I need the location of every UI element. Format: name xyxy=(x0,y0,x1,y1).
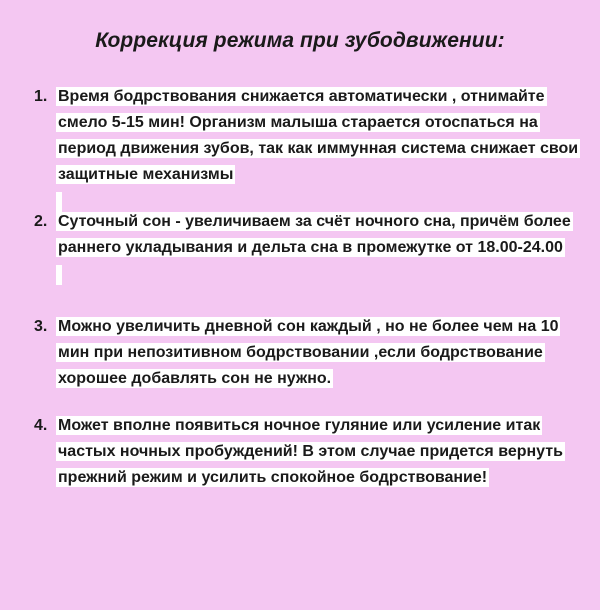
page-title: Коррекция режима при зубодвижении: xyxy=(95,29,505,52)
list-item-text-highlight: Время бодрствования снижается автоматически , отнимайте смело 5-15 мин! Организм малыша старается отоспаться на период движения зубов, так как иммунная система снижает свои защитные механизмы xyxy=(58,88,579,183)
list-item xyxy=(34,314,594,392)
list-item-text-highlight: Суточный сон - увеличиваем за счёт ночного сна, причём более раннего укладывания и дельта сна в промежутке от 18.00-24.00 xyxy=(58,213,571,256)
list-item-text-highlight: Можно увеличить дневной сон каждый , но не более чем на 10 мин при непозитивном бодрствовании ,если бодрствование хорошее добавлять сон не нужно. xyxy=(58,318,559,387)
list-item-text-highlight: Может вполне появиться ночное гуляние или усиление итак частых ночных пробуждений! В этом случае придется вернуть прежний режим и усилить спокойное бодрствование! xyxy=(58,417,563,486)
empty-highlighted-line xyxy=(56,265,62,285)
list-item-number: 2. xyxy=(34,213,48,230)
list-item-number: 3. xyxy=(34,318,48,335)
list-item-number: 1. xyxy=(34,88,48,105)
list-item-text xyxy=(56,209,594,261)
list-item xyxy=(34,209,594,290)
list-item-text xyxy=(56,413,594,491)
list-item-text xyxy=(56,84,594,188)
list-item xyxy=(34,84,594,217)
list-item-number: 4. xyxy=(34,417,48,434)
list-item-text xyxy=(56,314,594,392)
list-item xyxy=(34,413,594,491)
